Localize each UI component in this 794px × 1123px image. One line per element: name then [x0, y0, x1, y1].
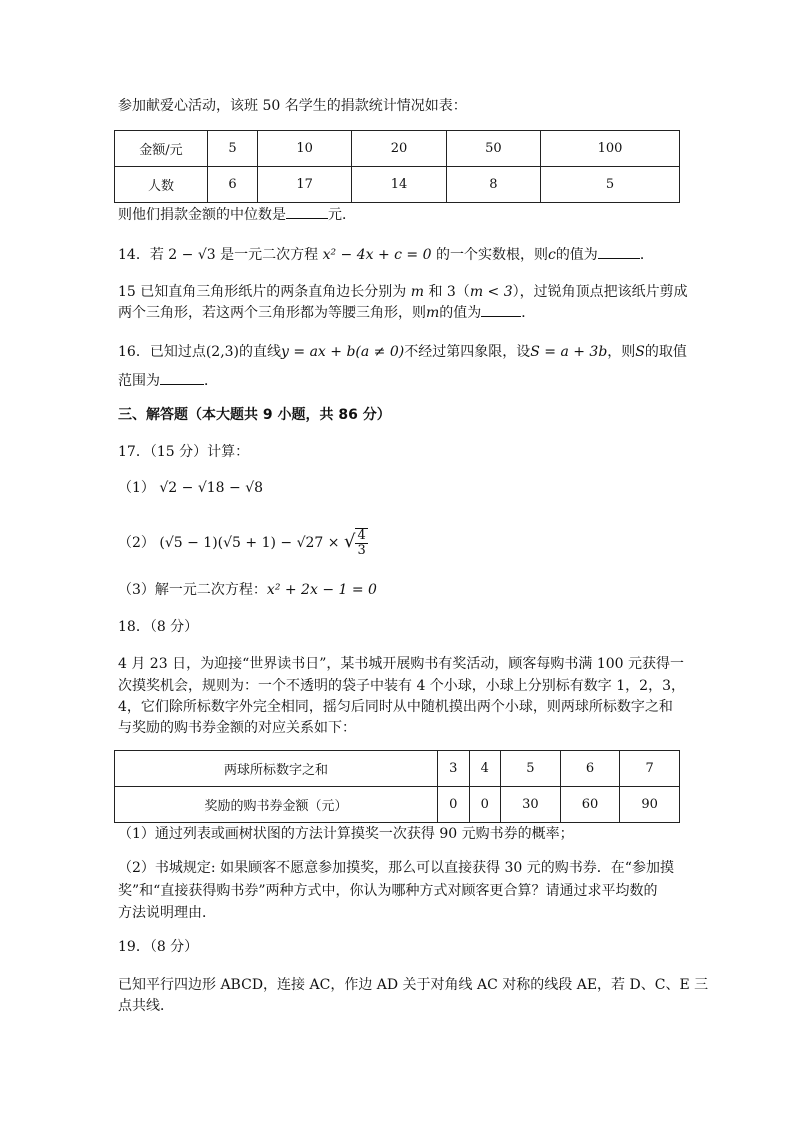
q14-end: 的值为 — [555, 247, 598, 263]
q18-para-line: 4 月 23 日，为迎接“世界读书日”，某书城开展购书有奖活动，顾客每购书满 100 元获得一 — [118, 656, 685, 672]
q17-part2 — [118, 522, 678, 562]
q14-var: c — [547, 247, 556, 263]
q16-line-eq: y = ax + b — [281, 344, 356, 360]
q17-p2-expr: (√5 − 1)(√5 + 1) − √27 × — [159, 535, 340, 551]
table-cell: 17 — [257, 167, 351, 203]
q18-sub1: （1）通过列表或画树状图的方法计算摸奖一次获得 90 元购书券的概率； — [118, 826, 574, 842]
q16-s: S — [635, 344, 645, 360]
table-cell: 6 — [560, 751, 620, 787]
question-15-line2 — [118, 302, 678, 323]
q15-text: 的值为 — [439, 305, 482, 321]
q14-root-expr: 2 − √3 — [168, 247, 216, 263]
table-cell: 4 — [469, 751, 501, 787]
q14-equation: x² − 4x + c = 0 — [322, 247, 432, 263]
q15-m: m — [426, 305, 440, 321]
reward-sum-row — [115, 751, 680, 787]
q15-text: ），过锐角顶点把该纸片剪成 — [512, 284, 688, 300]
question-15-line1 — [118, 282, 688, 302]
q14-text2: 的一个实数根，则 — [435, 247, 548, 263]
q15-text: 15 已知直角三角形纸片的两条直角边长分别为 — [118, 284, 407, 300]
table-cell: 0 — [469, 787, 501, 823]
table-cell: 3 — [438, 751, 470, 787]
q18-sub2-line: 方法说明理由． — [118, 905, 216, 921]
q17-title: 17．（15 分）计算： — [118, 444, 250, 460]
q17-p2-fraction — [355, 528, 367, 558]
q17-part1 — [118, 478, 678, 498]
table-cell: 10 — [257, 131, 351, 167]
q14-text: 是一元二次方程 — [220, 247, 319, 263]
intro-line: 参加献爱心活动，该班 50 名学生的捐款统计情况如表： — [118, 98, 467, 114]
table-cell: 60 — [560, 787, 620, 823]
q16-text: ，则 — [607, 344, 636, 360]
table-cell: 6 — [208, 167, 258, 203]
q19-line: 已知平行四边形 ABCD，连接 AC，作边 AD 关于对角线 AC 对称的线段 AE，若 D、C、E 三 — [118, 977, 709, 993]
section-3-title: 三、解答题（本大题共 9 小题，共 86 分） — [118, 407, 391, 423]
q15-period: ． — [521, 305, 536, 321]
table-cell: 50 — [446, 131, 540, 167]
q18-title: 18．（8 分） — [118, 619, 199, 635]
q16-text: 的直线 — [239, 344, 282, 360]
q17-p3-label: （3）解一元二次方程： — [118, 582, 267, 598]
question-14 — [118, 244, 678, 265]
q18-para-line: 与奖励的购书券金额的对应关系如下： — [118, 720, 356, 736]
q18-para-line: 4，它们除所标数字外完全相同，摇匀后同时从中随机摸出两个小球，则两球所标数字之和 — [118, 699, 673, 715]
median-question — [118, 204, 678, 225]
median-suffix: 元． — [328, 207, 356, 223]
q16-text: 不经过第四象限，设 — [404, 344, 531, 360]
table-header-cell: 人数 — [115, 167, 208, 203]
answer-blank — [286, 204, 328, 219]
q16-condition: (a ≠ 0) — [355, 344, 405, 360]
table-header-cell: 奖励的购书券金额（元） — [115, 787, 438, 823]
q17-p1-label: （1） — [118, 480, 155, 496]
q15-m: m — [410, 284, 424, 300]
q15-condition: m < 3 — [469, 284, 513, 300]
q17-p1-expr: √2 − √18 − √8 — [159, 480, 264, 496]
sqrt-sign-icon: √ — [343, 531, 356, 552]
median-text: 则他们捐款金额的中位数是 — [118, 207, 286, 223]
answer-blank — [160, 370, 204, 385]
q16-point: (2,3) — [205, 344, 240, 360]
table-cell: 14 — [352, 167, 446, 203]
q14-period: ． — [639, 247, 654, 263]
table-cell: 8 — [446, 167, 540, 203]
q17-p3-expr: x² + 2x − 1 = 0 — [266, 582, 377, 598]
q16-s-def: S = a + 3b — [530, 344, 608, 360]
fraction-denominator: 3 — [357, 543, 366, 558]
q18-sub2-line: （2）书城规定: 如果顾客不愿意参加摸奖，那么可以直接获得 30 元的购书券．在“参加摸 — [118, 860, 674, 876]
table-header-cell: 金额/元 — [115, 131, 208, 167]
table-cell: 5 — [501, 751, 561, 787]
table-cell: 5 — [541, 167, 680, 203]
q16-text: 16．已知过点 — [118, 344, 206, 360]
table-cell: 100 — [541, 131, 680, 167]
donation-count-row — [115, 167, 680, 203]
table-cell: 0 — [438, 787, 470, 823]
q19-title: 19．（8 分） — [118, 939, 199, 955]
q17-part3 — [118, 580, 678, 600]
table-cell: 5 — [208, 131, 258, 167]
reward-amount-row — [115, 787, 680, 823]
table-cell: 20 — [352, 131, 446, 167]
table-header-cell: 两球所标数字之和 — [115, 751, 438, 787]
question-16-line1 — [118, 342, 687, 362]
q16-text: 范围为 — [118, 373, 160, 389]
answer-blank — [481, 302, 521, 317]
reward-table — [114, 750, 680, 823]
donation-amount-row — [115, 131, 680, 167]
q18-para-line: 次摸奖机会，规则为：一个不透明的袋子中装有 4 个小球，小球上分别标有数字 1，2，3， — [118, 678, 685, 694]
answer-blank — [598, 244, 640, 259]
q14-label: 14．若 — [118, 247, 164, 263]
q16-text: 的取值 — [644, 344, 687, 360]
q15-text: 两个三角形，若这两个三角形都为等腰三角形，则 — [118, 305, 426, 321]
q18-sub2-line: 奖”和“直接获得购书券”两种方式中，你认为哪种方式对顾客更合算？请通过求平均数的 — [118, 883, 658, 899]
table-cell: 90 — [620, 787, 680, 823]
table-cell: 30 — [501, 787, 561, 823]
q17-p2-label: （2） — [118, 535, 155, 551]
fraction-numerator: 4 — [357, 528, 366, 543]
table-cell: 7 — [620, 751, 680, 787]
q19-line: 点共线． — [118, 998, 174, 1014]
donation-table — [114, 130, 680, 203]
q16-period: ． — [204, 373, 218, 389]
question-16-line2 — [118, 370, 678, 391]
q15-text: 和 3（ — [428, 284, 470, 300]
